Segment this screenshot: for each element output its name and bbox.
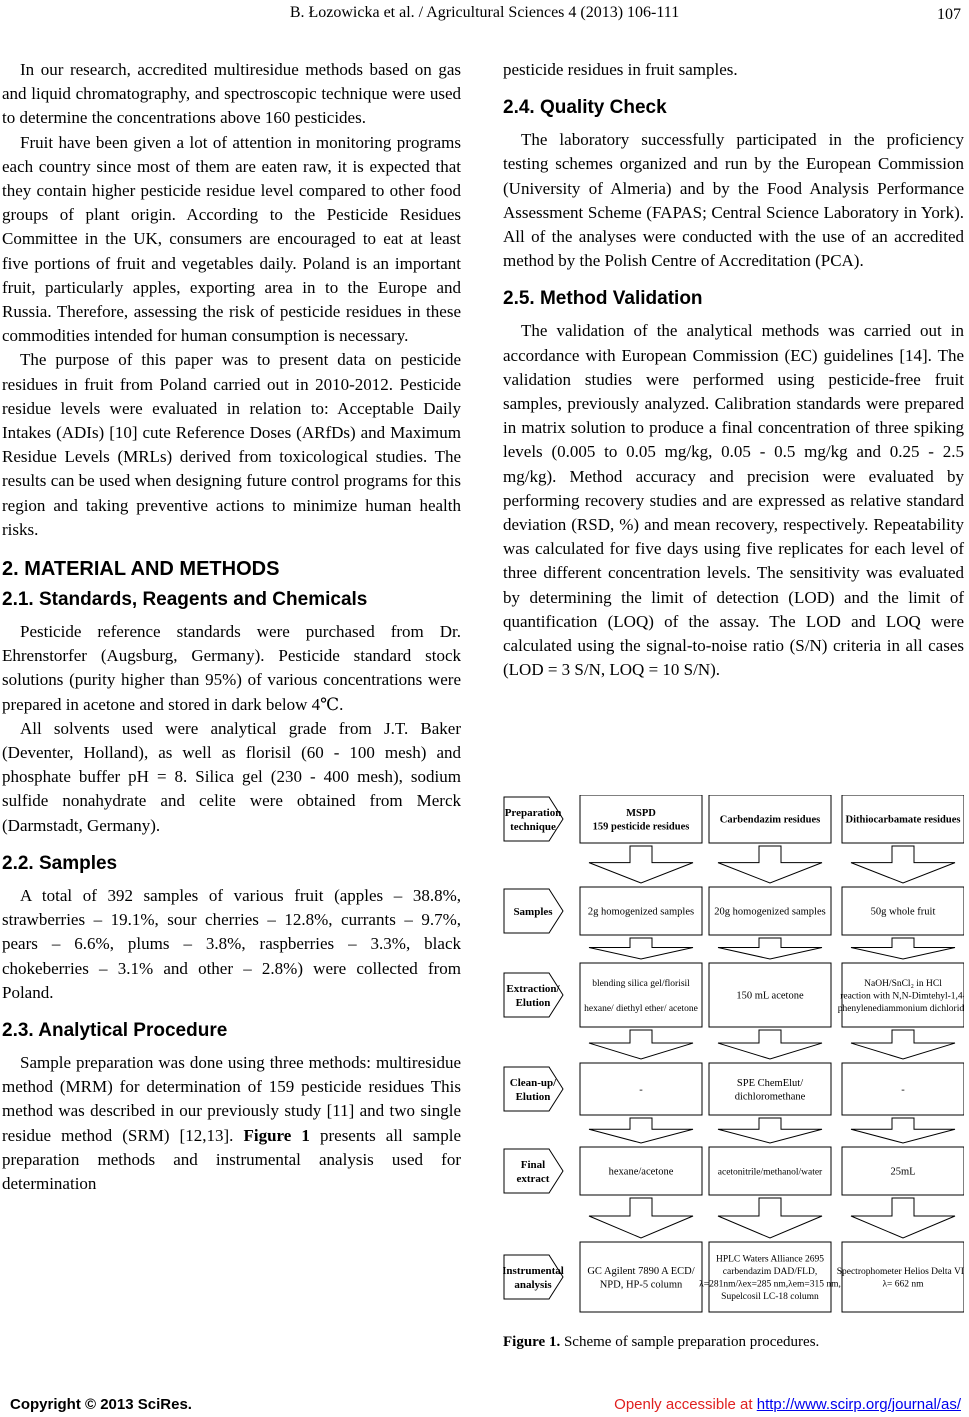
- subsection-heading-2-3: 2.3. Analytical Procedure: [2, 1019, 228, 1041]
- process-box-text: SPE ChemElut/: [736, 1077, 804, 1089]
- paragraph: The validation of the analytical methods was carried out in accordance with European Commission (EC) guidelines [14]. The validation studies were performed using pesticide-free fruit samples, previously analyzed. Calibration standards were prepared in matrix solution to produce a final concentration of three spiking levels (0.005 to 0.05 mg/kg, 0.05 - 0.5 mg/kg and 0.25 - 2.5 mg/kg). Method accuracy and precision were evaluated by performing recovery studies and are expressed as relative standard deviation (RSD, %) and mean recovery, respectively. Repeatability was calculated for five days using five replicates for each level of three different concentration levels. The sensitivity was evaluated by determining the limit of detection (LOD) and the limit of quantification (LOQ) of the assay. The LOD and LOQ were calculated using the signal-to-noise ratio (S/N) criteria in all cases (LOD = 3 S/N, LOQ = 10 S/N).: [503, 321, 964, 680]
- subsection-heading-2-2: 2.2. Samples: [2, 852, 118, 874]
- journal-link[interactable]: http://www.scirp.org/journal/as/: [756, 1396, 961, 1413]
- down-arrow: [589, 938, 693, 959]
- down-arrow: [851, 938, 955, 959]
- process-box-text: -: [901, 1084, 905, 1096]
- row-label-text: Clean-up/: [509, 1076, 557, 1089]
- right-column: [503, 58, 964, 682]
- row-label-text: Elution: [515, 996, 551, 1009]
- process-box-text: λ= 662 nm: [882, 1279, 924, 1290]
- process-box-text: MSPD: [626, 807, 656, 819]
- process-box: [580, 795, 702, 843]
- paragraph: A total of 392 samples of various fruit (apples – 38.8%, strawberries – 19.1%, sour cherries – 12.8%, currants – 9.7%, pears – 6.6%, plums – 3.8%, raspberries – 3.3%, black chokeberries – 3.1% and other – 2.8%) were collected from Poland.: [2, 885, 461, 1002]
- process-box-text: 25mL: [890, 1166, 916, 1178]
- section-heading-methods: 2. MATERIAL AND METHODS: [2, 558, 280, 581]
- down-arrow: [589, 1118, 693, 1143]
- process-box-text: NPD, HP-5 column: [599, 1279, 683, 1291]
- figure-caption: [503, 1334, 819, 1351]
- down-arrow: [851, 1030, 955, 1059]
- row-label-text: Extraction/: [506, 982, 560, 995]
- flowchart-svg: [503, 795, 964, 1325]
- down-arrow: [589, 846, 693, 883]
- down-arrow: [589, 1030, 693, 1059]
- process-box-text: Carbendazim residues: [719, 814, 821, 826]
- down-arrow: [718, 1198, 822, 1238]
- process-box-text: acetonitrile/methanol/water: [717, 1167, 823, 1178]
- process-box: [709, 1063, 831, 1115]
- row-label-shape: [504, 1255, 563, 1299]
- row-label-shape: [504, 973, 563, 1017]
- down-arrow: [589, 1198, 693, 1238]
- figure-1-flowchart: [503, 795, 964, 1325]
- process-box: [580, 963, 702, 1027]
- process-box-text: hexane/acetone: [608, 1166, 674, 1178]
- process-box: [580, 1242, 702, 1312]
- down-arrow: [718, 846, 822, 883]
- process-box-text: dichloromethane: [734, 1091, 806, 1103]
- process-box-text: hexane/ diethyl ether/ acetone: [584, 1003, 698, 1014]
- running-title: B. Łozowicka et al. / Agricultural Sciences 4 (2013) 106-111: [289, 4, 680, 21]
- running-header: [0, 4, 969, 26]
- row-label-shape: [504, 797, 563, 841]
- open-access-note: [614, 1396, 961, 1413]
- caption-text: Scheme of sample preparation procedures.: [560, 1334, 820, 1350]
- process-box-text: Dithiocarbamate residues: [845, 814, 961, 826]
- paragraph: In our research, accredited multiresidue methods based on gas and liquid chromatography, and spectroscopic technique were used to determine the concentrations above 160 pesticides.: [2, 60, 461, 128]
- figure-reference-link[interactable]: Figure 1: [243, 1125, 310, 1145]
- process-box-text: -: [639, 1084, 643, 1096]
- paragraph: The purpose of this paper was to present data on pesticide residues in fruit from Poland carried out in 2010-2012. Pesticide residue levels were evaluated in relation to: Acceptable Daily Intakes (ADIs) [10] cute Reference Doses (ARfDs) and Maximum Residue Levels (MRLs) derived from toxicological studies. The results can be used when designing future control programs for this region and taking preventive actions to minimize human health risks.: [2, 350, 461, 539]
- process-box-text: 150 mL acetone: [736, 990, 804, 1002]
- row-label-shape: [504, 1067, 563, 1111]
- row-label-text: technique: [510, 820, 556, 833]
- process-box-text: NaOH/SnCl₂ in HCl: [864, 978, 942, 989]
- copyright: Copyright © 2013 SciRes.: [10, 1396, 192, 1413]
- process-box-text: blending silica gel/florisil: [592, 978, 690, 989]
- row-label-text: Samples: [513, 905, 553, 918]
- row-label-text: analysis: [514, 1278, 552, 1291]
- process-box-text: Spectrophometer Helios Delta VIS: [836, 1267, 964, 1278]
- paragraph: Pesticide reference standards were purchased from Dr. Ehrenstorfer (Augsburg, Germany). Pesticide standard stock solutions (purity higher than 95%) of various concentrations were prepared in acetone and stored in dark below 4℃.: [2, 622, 461, 714]
- process-box-text: HPLC Waters Alliance 2695: [715, 1254, 825, 1265]
- process-box-text: carbendazim DAD/FLD,: [722, 1267, 818, 1278]
- paragraph-procedure: [2, 1051, 461, 1196]
- process-box-text: GC Agilent 7890 A ECD/: [587, 1265, 695, 1277]
- left-column: [2, 58, 461, 1196]
- process-box-text: phenylenediammonium dichloride: [837, 1003, 964, 1014]
- caption-label: Figure 1.: [503, 1334, 561, 1350]
- page-footer: [0, 1396, 969, 1416]
- process-box-text: 159 pesticide residues: [592, 821, 690, 833]
- down-arrow: [718, 938, 822, 959]
- down-arrow: [851, 1118, 955, 1143]
- process-box-text: Supelcosil LC-18 column: [721, 1292, 819, 1303]
- paragraph: The laboratory successfully participated in the proficiency testing schemes organized and run by the European Commission (University of Almeria) and by the Food Analysis Performance Assessment Scheme (FAPAS; Central Science Laboratory in York). All of the analyses were conducted with the use of an accredited method by the Polish Centre of Accreditation (PCA).: [503, 130, 964, 271]
- open-access-prefix: Openly accessible at: [614, 1396, 757, 1413]
- paragraph: All solvents used were analytical grade from J.T. Baker (Deventer, Holland), as well as florisil (60 - 100 mesh) and phosphate buffer pH = 8. Silica gel (230 - 400 mesh), sodium sulfide nonahydrate and celite were obtained from Merck (Darmstadt, Germany).: [2, 718, 461, 835]
- row-label-text: extract: [516, 1172, 550, 1185]
- down-arrow: [851, 846, 955, 883]
- paragraph: Fruit have been given a lot of attention in monitoring programs each country since most of them are eaten raw, it is expected that they contain higher pesticide residue level compared to other food groups of plant origin. According to the Pesticide Residues Committee in the UK, consumers are encouraged to eat at least five portions of fruit and vegetables daily. Poland is an important fruit, particularly apples, exporting area in to the Europe and Russia. Therefore, assessing the risk of pesticide residues in these commodities intended for human consumption is necessary.: [2, 132, 461, 346]
- down-arrow: [718, 1118, 822, 1143]
- subsection-heading-2-5: 2.5. Method Validation: [503, 288, 703, 310]
- down-arrow: [851, 1198, 955, 1238]
- row-label-shape: [504, 1149, 563, 1193]
- row-label-text: Preparation: [504, 806, 562, 819]
- subsection-heading-2-4: 2.4. Quality Check: [503, 97, 667, 119]
- process-box-text: λ=281nm/λex=285 nm,λem=315 nm,: [699, 1279, 841, 1290]
- page-number: 107: [937, 6, 961, 23]
- process-box-text: 50g whole fruit: [870, 906, 936, 918]
- process-box-text: 20g homogenized samples: [714, 906, 826, 918]
- subsection-heading-2-1: 2.1. Standards, Reagents and Chemicals: [2, 589, 368, 611]
- process-box-text: 2g homogenized samples: [587, 906, 695, 918]
- row-label-text: Elution: [515, 1090, 551, 1103]
- row-label-text: Final: [520, 1158, 546, 1171]
- text-run: Sample preparation was done using three methods: multiresidue method (MRM) for determination of 159 pesticide residues This method was described in our previously study [11] and two single residue method (SRM) [12,13].: [2, 1052, 461, 1145]
- down-arrow: [718, 1030, 822, 1059]
- paragraph-continued: pesticide residues in fruit samples.: [503, 60, 738, 79]
- text-run: presents all sample preparation methods and instrumental analysis used for determination: [2, 1125, 461, 1193]
- process-box-text: reaction with N,N-Dimtehyl-1,4-: [840, 991, 964, 1002]
- row-label-text: Instrumental: [503, 1264, 564, 1277]
